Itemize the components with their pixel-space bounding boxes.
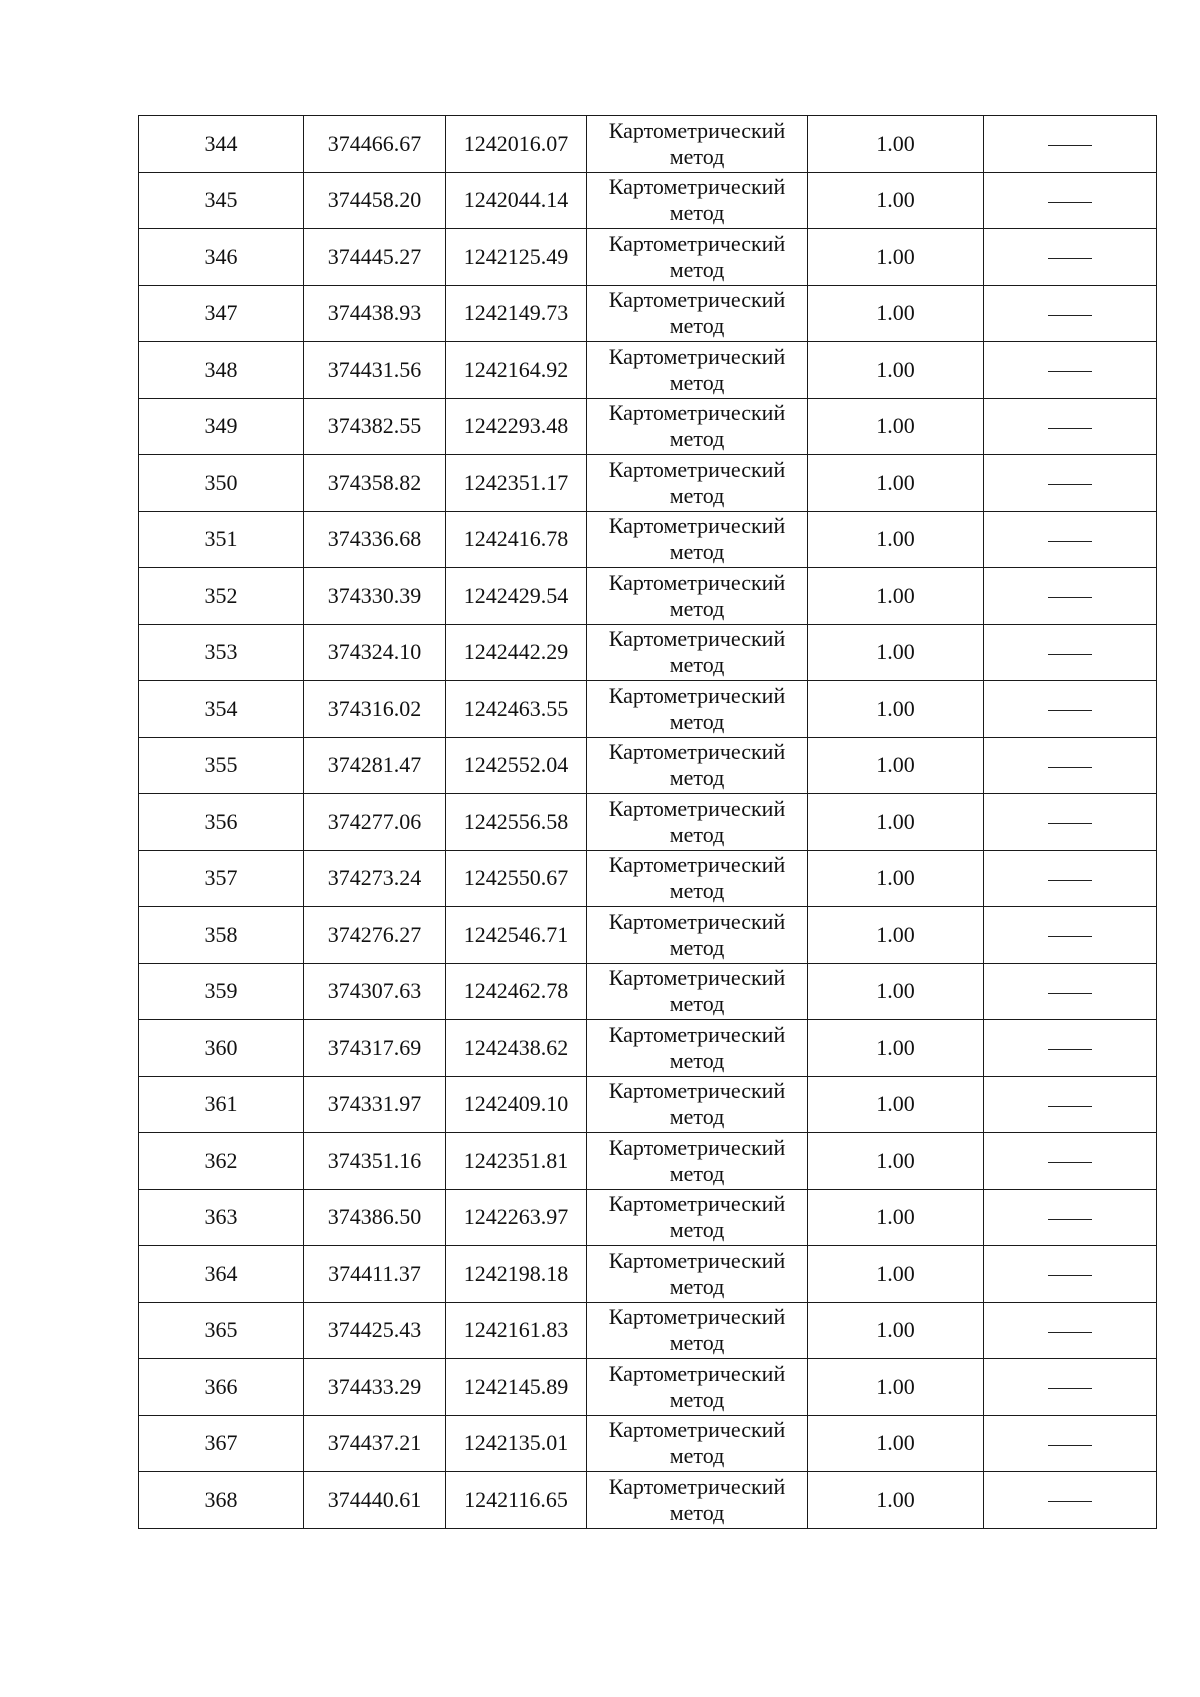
y-coordinate-cell: 1242438.62 [446,1020,587,1077]
dash-mark [1048,1275,1092,1276]
accuracy-cell: 1.00 [808,342,984,399]
accuracy-cell: 1.00 [808,963,984,1020]
dash-mark [1048,202,1092,203]
accuracy-cell: 1.00 [808,624,984,681]
x-coordinate-cell: 374358.82 [304,455,446,512]
table-row [139,1302,1157,1359]
y-coordinate-cell: 1242552.04 [446,737,587,794]
description-cell [984,963,1157,1020]
x-coordinate-cell: 374386.50 [304,1189,446,1246]
table-row [139,1472,1157,1529]
accuracy-cell: 1.00 [808,1189,984,1246]
point-number-cell: 368 [139,1472,304,1529]
method-cell [587,1020,808,1077]
description-cell [984,285,1157,342]
coordinates-table [138,115,1157,1529]
dash-mark [1048,1106,1092,1107]
description-cell [984,342,1157,399]
dash-mark [1048,1445,1092,1446]
accuracy-cell: 1.00 [808,285,984,342]
dash-mark [1048,993,1092,994]
x-coordinate-cell: 374431.56 [304,342,446,399]
dash-mark [1048,258,1092,259]
accuracy-cell: 1.00 [808,850,984,907]
method-text: Картометрический метод [608,1473,786,1525]
point-number-cell: 359 [139,963,304,1020]
method-text: Картометрический метод [608,569,786,621]
table-row [139,1415,1157,1472]
x-coordinate-cell: 374316.02 [304,681,446,738]
accuracy-cell: 1.00 [808,568,984,625]
x-coordinate-cell: 374433.29 [304,1359,446,1416]
table-row [139,850,1157,907]
description-cell [984,455,1157,512]
point-number-cell: 344 [139,116,304,173]
accuracy-cell: 1.00 [808,1472,984,1529]
accuracy-cell: 1.00 [808,1133,984,1190]
method-text: Картометрический метод [608,287,786,339]
x-coordinate-cell: 374445.27 [304,229,446,286]
method-text: Картометрический метод [608,174,786,226]
table-row [139,1246,1157,1303]
accuracy-cell: 1.00 [808,1415,984,1472]
description-cell [984,1189,1157,1246]
x-coordinate-cell: 374438.93 [304,285,446,342]
method-text: Картометрический метод [608,117,786,169]
accuracy-cell: 1.00 [808,1359,984,1416]
y-coordinate-cell: 1242135.01 [446,1415,587,1472]
method-cell [587,285,808,342]
method-text: Картометрический метод [608,1021,786,1073]
accuracy-cell: 1.00 [808,1020,984,1077]
point-number-cell: 357 [139,850,304,907]
description-cell [984,1302,1157,1359]
method-cell [587,1472,808,1529]
dash-mark [1048,880,1092,881]
table-row [139,229,1157,286]
dash-mark [1048,428,1092,429]
point-number-cell: 366 [139,1359,304,1416]
y-coordinate-cell: 1242145.89 [446,1359,587,1416]
accuracy-cell: 1.00 [808,116,984,173]
point-number-cell: 348 [139,342,304,399]
description-cell [984,681,1157,738]
table-row [139,737,1157,794]
method-cell [587,624,808,681]
method-cell [587,511,808,568]
y-coordinate-cell: 1242351.81 [446,1133,587,1190]
method-cell [587,1133,808,1190]
point-number-cell: 364 [139,1246,304,1303]
x-coordinate-cell: 374276.27 [304,907,446,964]
method-cell [587,1246,808,1303]
description-cell [984,116,1157,173]
method-text: Картометрический метод [608,682,786,734]
table-row [139,794,1157,851]
description-cell [984,398,1157,455]
x-coordinate-cell: 374466.67 [304,116,446,173]
method-cell [587,455,808,512]
accuracy-cell: 1.00 [808,1076,984,1133]
dash-mark [1048,710,1092,711]
method-cell [587,116,808,173]
description-cell [984,511,1157,568]
description-cell [984,794,1157,851]
y-coordinate-cell: 1242546.71 [446,907,587,964]
accuracy-cell: 1.00 [808,455,984,512]
table-row [139,342,1157,399]
y-coordinate-cell: 1242263.97 [446,1189,587,1246]
point-number-cell: 361 [139,1076,304,1133]
method-text: Картометрический метод [608,400,786,452]
method-cell [587,737,808,794]
table-row [139,624,1157,681]
point-number-cell: 349 [139,398,304,455]
x-coordinate-cell: 374458.20 [304,172,446,229]
description-cell [984,1020,1157,1077]
accuracy-cell: 1.00 [808,1246,984,1303]
description-cell [984,172,1157,229]
method-text: Картометрический метод [608,513,786,565]
x-coordinate-cell: 374277.06 [304,794,446,851]
description-cell [984,624,1157,681]
description-cell [984,1359,1157,1416]
y-coordinate-cell: 1242429.54 [446,568,587,625]
method-cell [587,907,808,964]
table-row [139,681,1157,738]
dash-mark [1048,597,1092,598]
point-number-cell: 358 [139,907,304,964]
description-cell [984,1415,1157,1472]
y-coordinate-cell: 1242044.14 [446,172,587,229]
point-number-cell: 360 [139,1020,304,1077]
dash-mark [1048,654,1092,655]
method-cell [587,1359,808,1416]
method-text: Картометрический метод [608,852,786,904]
dash-mark [1048,484,1092,485]
method-cell [587,229,808,286]
y-coordinate-cell: 1242351.17 [446,455,587,512]
point-number-cell: 352 [139,568,304,625]
table-row [139,116,1157,173]
dash-mark [1048,371,1092,372]
x-coordinate-cell: 374307.63 [304,963,446,1020]
y-coordinate-cell: 1242161.83 [446,1302,587,1359]
method-text: Картометрический метод [608,626,786,678]
y-coordinate-cell: 1242550.67 [446,850,587,907]
method-cell [587,1076,808,1133]
y-coordinate-cell: 1242462.78 [446,963,587,1020]
method-cell [587,794,808,851]
method-text: Картометрический метод [608,1191,786,1243]
table-row [139,1359,1157,1416]
method-text: Картометрический метод [608,795,786,847]
x-coordinate-cell: 374317.69 [304,1020,446,1077]
accuracy-cell: 1.00 [808,511,984,568]
y-coordinate-cell: 1242409.10 [446,1076,587,1133]
table-row [139,172,1157,229]
table-row [139,963,1157,1020]
dash-mark [1048,315,1092,316]
y-coordinate-cell: 1242125.49 [446,229,587,286]
x-coordinate-cell: 374273.24 [304,850,446,907]
method-text: Картометрический метод [608,908,786,960]
method-text: Картометрический метод [608,739,786,791]
accuracy-cell: 1.00 [808,229,984,286]
dash-mark [1048,767,1092,768]
x-coordinate-cell: 374437.21 [304,1415,446,1472]
x-coordinate-cell: 374330.39 [304,568,446,625]
dash-mark [1048,1388,1092,1389]
dash-mark [1048,1501,1092,1502]
method-text: Картометрический метод [608,1134,786,1186]
point-number-cell: 346 [139,229,304,286]
method-cell [587,963,808,1020]
point-number-cell: 354 [139,681,304,738]
description-cell [984,1472,1157,1529]
table-row [139,511,1157,568]
method-text: Картометрический метод [608,1417,786,1469]
table-row [139,1020,1157,1077]
method-text: Картометрический метод [608,1360,786,1412]
x-coordinate-cell: 374351.16 [304,1133,446,1190]
method-text: Картометрический метод [608,343,786,395]
method-cell [587,1302,808,1359]
description-cell [984,1133,1157,1190]
method-cell [587,1189,808,1246]
dash-mark [1048,145,1092,146]
dash-mark [1048,1162,1092,1163]
x-coordinate-cell: 374411.37 [304,1246,446,1303]
point-number-cell: 365 [139,1302,304,1359]
description-cell [984,1076,1157,1133]
description-cell [984,568,1157,625]
method-cell [587,850,808,907]
table-row [139,455,1157,512]
method-text: Картометрический метод [608,456,786,508]
y-coordinate-cell: 1242463.55 [446,681,587,738]
point-number-cell: 356 [139,794,304,851]
point-number-cell: 353 [139,624,304,681]
y-coordinate-cell: 1242164.92 [446,342,587,399]
y-coordinate-cell: 1242442.29 [446,624,587,681]
dash-mark [1048,1219,1092,1220]
table-row [139,285,1157,342]
table-row [139,1133,1157,1190]
y-coordinate-cell: 1242116.65 [446,1472,587,1529]
x-coordinate-cell: 374382.55 [304,398,446,455]
method-text: Картометрический метод [608,1247,786,1299]
description-cell [984,850,1157,907]
method-cell [587,1415,808,1472]
method-cell [587,681,808,738]
y-coordinate-cell: 1242416.78 [446,511,587,568]
point-number-cell: 351 [139,511,304,568]
table-row [139,568,1157,625]
accuracy-cell: 1.00 [808,398,984,455]
accuracy-cell: 1.00 [808,737,984,794]
x-coordinate-cell: 374331.97 [304,1076,446,1133]
point-number-cell: 345 [139,172,304,229]
description-cell [984,229,1157,286]
x-coordinate-cell: 374440.61 [304,1472,446,1529]
x-coordinate-cell: 374336.68 [304,511,446,568]
table-row [139,1189,1157,1246]
method-text: Картометрический метод [608,1078,786,1130]
dash-mark [1048,1332,1092,1333]
coordinates-table-body [139,116,1157,1529]
method-text: Картометрический метод [608,1304,786,1356]
table-row [139,907,1157,964]
x-coordinate-cell: 374281.47 [304,737,446,794]
accuracy-cell: 1.00 [808,681,984,738]
table-row [139,398,1157,455]
point-number-cell: 363 [139,1189,304,1246]
y-coordinate-cell: 1242556.58 [446,794,587,851]
method-cell [587,342,808,399]
method-cell [587,398,808,455]
accuracy-cell: 1.00 [808,794,984,851]
point-number-cell: 347 [139,285,304,342]
point-number-cell: 362 [139,1133,304,1190]
table-row [139,1076,1157,1133]
description-cell [984,907,1157,964]
dash-mark [1048,936,1092,937]
accuracy-cell: 1.00 [808,1302,984,1359]
dash-mark [1048,1049,1092,1050]
accuracy-cell: 1.00 [808,172,984,229]
dash-mark [1048,541,1092,542]
y-coordinate-cell: 1242149.73 [446,285,587,342]
point-number-cell: 350 [139,455,304,512]
y-coordinate-cell: 1242198.18 [446,1246,587,1303]
x-coordinate-cell: 374324.10 [304,624,446,681]
method-cell [587,172,808,229]
dash-mark [1048,823,1092,824]
description-cell [984,737,1157,794]
x-coordinate-cell: 374425.43 [304,1302,446,1359]
method-cell [587,568,808,625]
description-cell [984,1246,1157,1303]
point-number-cell: 355 [139,737,304,794]
y-coordinate-cell: 1242016.07 [446,116,587,173]
method-text: Картометрический метод [608,230,786,282]
y-coordinate-cell: 1242293.48 [446,398,587,455]
accuracy-cell: 1.00 [808,907,984,964]
method-text: Картометрический метод [608,965,786,1017]
point-number-cell: 367 [139,1415,304,1472]
